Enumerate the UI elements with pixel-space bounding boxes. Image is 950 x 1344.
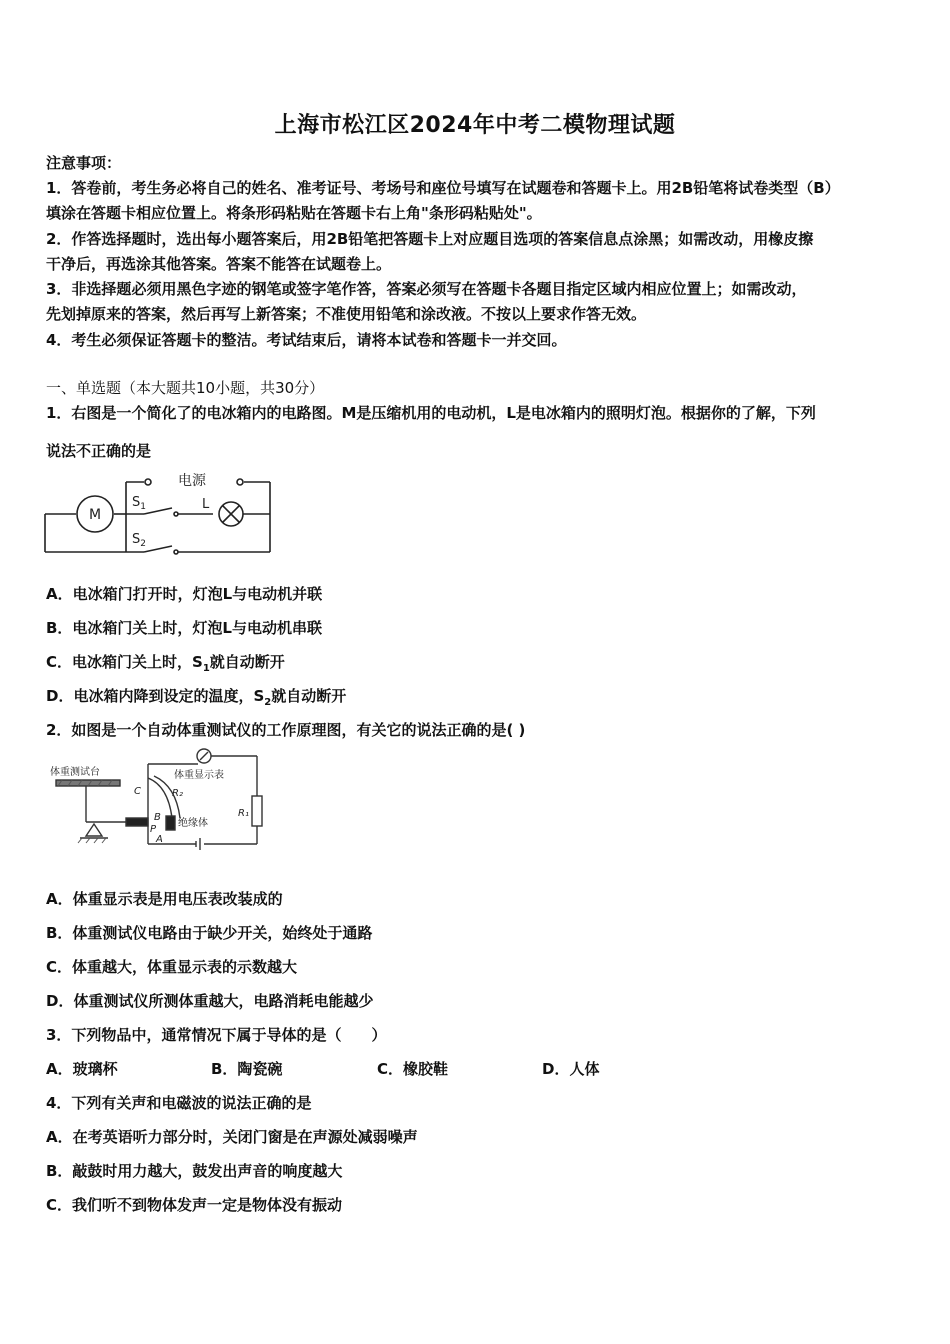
platform-label: 体重测试台 bbox=[50, 767, 100, 778]
section-heading: 一、单选题（本大题共10小题，共30分） bbox=[46, 379, 325, 397]
notice-heading: 注意事项： bbox=[46, 154, 122, 172]
notice-line: 4．考生必须保证答题卡的整洁。考试结束后，请将本试卷和答题卡一并交回。 bbox=[46, 331, 567, 349]
q3-option-c[interactable]: C．橡胶鞋 bbox=[377, 1060, 449, 1078]
q1-stem: 1．右图是一个简化了的电冰箱内的电路图。M是压缩机用的电动机，L是电冰箱内的照明灯泡。根据你的了解，下列 bbox=[46, 404, 816, 422]
q1-option-d[interactable]: D．电冰箱内降到设定的温度，$S_2$就自动断开 bbox=[46, 687, 347, 708]
power-source-label: 电源 bbox=[178, 473, 206, 489]
notice-line: 3．非选择题必须用黑色字迹的钢笔或签字笔作答，答案必须写在答题卡各题目指定区域内相应位置上；如需改动， bbox=[46, 280, 807, 298]
notice-line: 先划掉原来的答案，然后再写上新答案；不准使用铅笔和涂改液。不按以上要求作答无效。 bbox=[46, 305, 647, 323]
notice-line: 干净后，再选涂其他答案。答案不能答在试题卷上。 bbox=[46, 255, 392, 273]
q3-option-b[interactable]: B．陶瓷碗 bbox=[211, 1060, 283, 1078]
q4-option-c[interactable]: C．我们听不到物体发声一定是物体没有振动 bbox=[46, 1196, 343, 1214]
notice-line: 填涂在答题卡相应位置上。将条形码粘贴在答题卡右上角"条形码粘贴处"。 bbox=[46, 204, 542, 222]
q1-circuit-diagram bbox=[40, 466, 280, 558]
q2-weight-tester-diagram bbox=[44, 744, 280, 860]
point-b-label: B bbox=[154, 812, 161, 823]
q4-stem: 4．下列有关声和电磁波的说法正确的是 bbox=[46, 1094, 312, 1112]
q2-option-d[interactable]: D．体重测试仪所测体重越大，电路消耗电能越少 bbox=[46, 992, 374, 1010]
r2-label: R₂ bbox=[172, 788, 183, 799]
q2-option-b[interactable]: B．体重测试仪电路由于缺少开关，始终处于通路 bbox=[46, 924, 373, 942]
motor-label: M bbox=[88, 507, 102, 523]
q1-option-b[interactable]: B．电冰箱门关上时，灯泡L与电动机串联 bbox=[46, 619, 322, 637]
q4-option-a[interactable]: A．在考英语听力部分时，关闭门窗是在声源处减弱噪声 bbox=[46, 1128, 418, 1146]
notice-line: 2．作答选择题时，选出每小题答案后，用2B铅笔把答题卡上对应题目选项的答案信息点涂黑；如需改动，用橡皮擦 bbox=[46, 230, 814, 248]
lamp-label: L bbox=[202, 497, 210, 512]
q2-option-c[interactable]: C．体重越大，体重显示表的示数越大 bbox=[46, 958, 298, 976]
q1-stem-cont: 说法不正确的是 bbox=[46, 442, 152, 460]
q3-option-a[interactable]: A．玻璃杯 bbox=[46, 1060, 118, 1078]
display-label: 体重显示表 bbox=[174, 770, 224, 781]
point-c-label: C bbox=[134, 786, 141, 797]
q2-option-a[interactable]: A．体重显示表是用电压表改装成的 bbox=[46, 890, 283, 908]
r1-label: R₁ bbox=[238, 808, 249, 819]
page-title: 上海市松江区2024年中考二模物理试题 bbox=[274, 113, 676, 138]
q1-option-a[interactable]: A．电冰箱门打开时，灯泡L与电动机并联 bbox=[46, 585, 323, 603]
q1-option-c[interactable]: C．电冰箱门关上时，$S_1$就自动断开 bbox=[46, 653, 285, 674]
switch-s1-label: $S_1$ bbox=[132, 495, 146, 512]
insulator-label: 绝缘体 bbox=[178, 818, 208, 829]
point-p-label: P bbox=[150, 824, 157, 835]
notice-line: 1．答卷前，考生务必将自己的姓名、准考证号、考场号和座位号填写在试题卷和答题卡上。用2B铅笔将试卷类型（B） bbox=[46, 179, 840, 197]
point-a-label: A bbox=[156, 834, 163, 845]
q2-stem: 2．如图是一个自动体重测试仪的工作原理图，有关它的说法正确的是( ) bbox=[46, 721, 526, 739]
q3-option-d[interactable]: D．人体 bbox=[542, 1060, 600, 1078]
q3-stem: 3．下列物品中，通常情况下属于导体的是（ ） bbox=[46, 1026, 387, 1044]
switch-s2-label: $S_2$ bbox=[132, 532, 146, 549]
q4-option-b[interactable]: B．敲鼓时用力越大，鼓发出声音的响度越大 bbox=[46, 1162, 343, 1180]
